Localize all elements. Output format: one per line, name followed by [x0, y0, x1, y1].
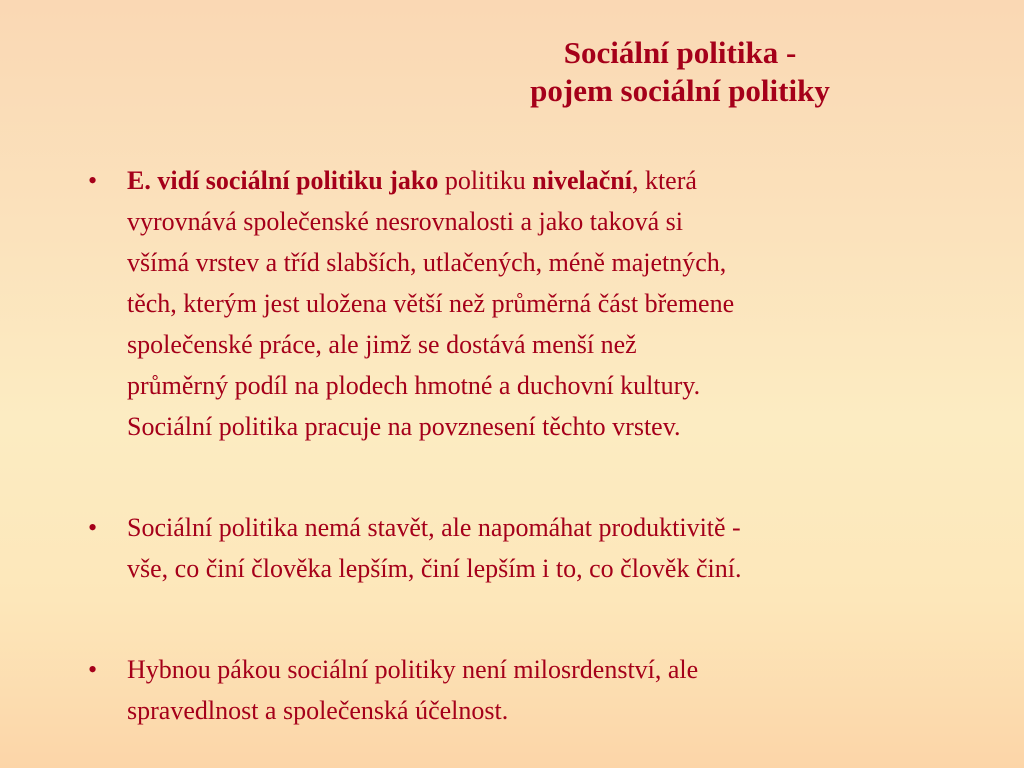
bullet-item-2 [88, 507, 968, 589]
bullet-1-line-7: Sociální politika pracuje na povznesení těchto vrstev. [127, 412, 681, 441]
bullet-list [88, 160, 968, 731]
title-line-1: Sociální politika - [563, 35, 797, 70]
bullet-2-line-1: Sociální politika nemá stavět, ale napomáhat produktivitě - [127, 513, 741, 542]
bullet-1-line-5: společenské práce, ale jimž se dostává menší než [127, 330, 637, 359]
bullet-1-line-3: všímá vrstev a tříd slabších, utlačených, méně majetných, [127, 248, 727, 277]
bullet-item-1 [88, 160, 968, 447]
bullet-1-line-1-rest: , která [631, 166, 697, 195]
bullet-3-line-1: Hybnou pákou sociální politiky není milosrdenství, ale [127, 655, 699, 684]
bullet-1-line-2: vyrovnává společenské nesrovnalosti a jako taková si [127, 207, 683, 236]
bullet-1-line-6: průměrný podíl na plodech hmotné a duchovní kultury. [127, 371, 701, 400]
bullet-item-3 [88, 649, 968, 731]
bullet-1-nivelacni: nivelační [532, 166, 632, 195]
bullet-3-line-2: spravedlnost a společenská účelnost. [127, 696, 509, 725]
bullet-1-text: politiku [438, 166, 533, 195]
bullet-2-line-2: vše, co činí člověka lepším, činí lepším i to, co člověk činí. [127, 554, 742, 583]
bullet-1-line-1 [127, 160, 968, 201]
bullet-1-lead: E. vidí sociální politiku jako [127, 166, 439, 195]
bullet-dot-icon: • [88, 655, 98, 684]
bullet-dot-icon: • [88, 513, 98, 542]
bullet-1-line-4: těch, kterým jest uložena větší než průměrná část břemene [127, 289, 735, 318]
bullet-dot-icon: • [88, 166, 98, 195]
title-line-2: pojem sociální politiky [530, 73, 830, 108]
slide-title [250, 34, 1024, 110]
